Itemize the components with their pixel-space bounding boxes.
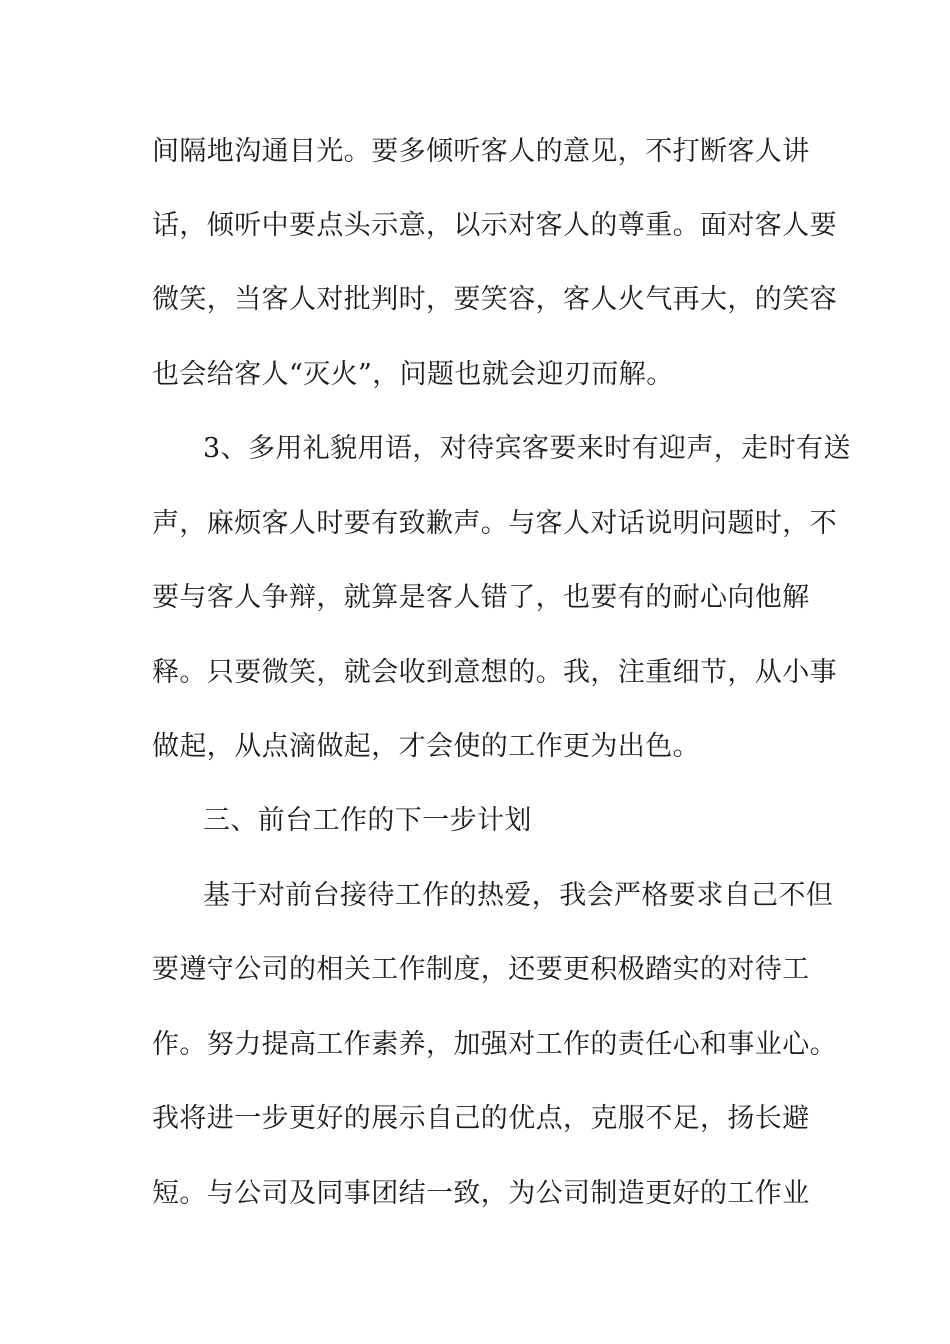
body-text-line: 微笑，当客人对批判时，要笑容，客人火气再大，的笑容 [152, 284, 837, 315]
body-text-line: 释。只要微笑，就会收到意想的。我，注重细节，从小事 [152, 657, 837, 688]
body-text-line: 声，麻烦客人时要有致歉声。与客人对话说明问题时，不 [152, 508, 837, 539]
body-text-line: 做起，从点滴做起，才会使的工作更为出色。 [152, 731, 700, 762]
body-text-line: 要遵守公司的相关工作制度，还要更积极踏实的对待工 [152, 954, 810, 985]
body-text-line: 我将进一步更好的展示自己的优点，克服不足，扬长避 [152, 1103, 810, 1134]
body-text-line: 作。努力提高工作素养，加强对工作的责任心和事业心。 [152, 1029, 837, 1060]
paragraph-first-line: 基于对前台接待工作的热爱，我会严格要求自己不但 [203, 880, 834, 911]
body-text-line: 也会给客人“灭火”，问题也就会迎刃而解。 [152, 359, 674, 390]
section-heading: 三、前台工作的下一步计划 [203, 805, 532, 836]
body-text-line: 短。与公司及同事团结一致，为公司制造更好的工作业 [152, 1178, 810, 1209]
body-text-line: 话，倾听中要点头示意，以示对客人的尊重。面对客人要 [152, 210, 837, 241]
body-text-line: 间隔地沟通目光。要多倾听客人的意见，不打断客人讲 [152, 136, 810, 167]
body-text-line: 要与客人争辩，就算是客人错了，也要有的耐心向他解 [152, 582, 810, 613]
paragraph-first-line: 3、多用礼貌用语，对待宾客要来时有迎声，走时有送 [203, 433, 851, 464]
